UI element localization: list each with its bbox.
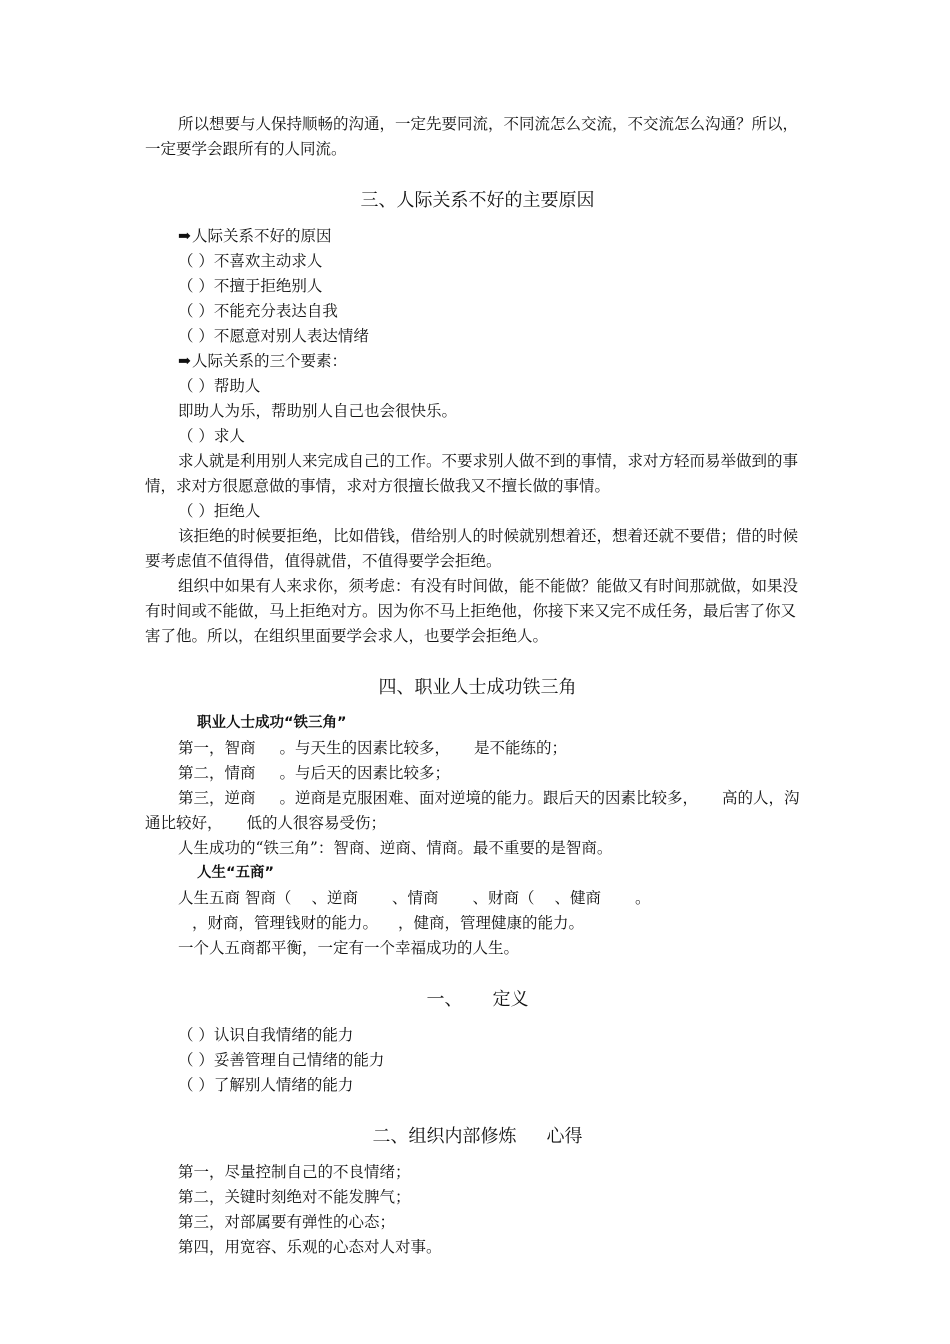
heading-section-4: 四、职业人士成功铁三角 [378, 677, 577, 698]
five-list: 人生五商 智商（ 、逆商 、情商 、财商（ 、健商 。 [178, 889, 651, 907]
triangle-item-1: 第一，智商 。与天生的因素比较多， 是不能练的； [178, 739, 568, 757]
document-page [145, 112, 810, 1260]
five-title: 人生“五商” [197, 865, 275, 881]
refuse-text-1: 该拒绝的时候要拒绝，比如借钱，借给别人的时候就别想着还，想着还就不要借；借的时候要考虑值不值得借，值得就借，不值得要学会拒绝。 [145, 527, 799, 570]
paragraph-intro: 所以想要与人保持顺畅的沟通，一定先要同流，不同流怎么交流，不交流怎么沟通？所以，一定要学会跟所有的人同流。 [145, 115, 799, 158]
refuse-text-2: 组织中如果有人来求你，须考虑：有没有时间做，能不能做？能做又有时间那就做，如果没有时间或不能做，马上拒绝对方。因为你不马上拒绝他，你接下来又完不成任务，最后害了你又害了他。所以，在组织里面要学会求人，也要学会拒绝人。 [145, 577, 799, 645]
heading-practice: 二、组织内部修炼 心得 [372, 1126, 583, 1147]
tip-item: 第四，用宽容、乐观的心态对人对事。 [178, 1238, 442, 1256]
help-title: （ ）帮助人 [178, 377, 261, 395]
arrow-icon: ➡ [178, 352, 191, 370]
definition-item: （ ）妥善管理自己情绪的能力 [178, 1051, 385, 1069]
heading-definition: 一、 定义 [426, 989, 529, 1010]
triangle-item-3: 第三，逆商 。逆商是克服困难、面对逆境的能力。跟后天的因素比较多， 高的人，沟通比较好， 低的人很容易受伤； [145, 789, 800, 832]
five-notes: ，财商，管理钱财的能力。 ，健商，管理健康的能力。 [192, 914, 585, 932]
triangle-item-2: 第二，情商 。与后天的因素比较多； [178, 764, 451, 782]
triangle-title: 职业人士成功“铁三角” [197, 715, 347, 731]
elements-title: ➡人际关系的三个要素： [145, 349, 810, 374]
triangle-summary: 人生成功的“铁三角”：智商、逆商、情商。最不重要的是智商。 [178, 839, 613, 857]
reason-item: （ ）不喜欢主动求人 [178, 252, 323, 270]
ask-text: 求人就是利用别人来完成自己的工作。不要求别人做不到的事情，求对方轻而易举做到的事情，求对方很愿意做的事情，求对方很擅长做我又不擅长做的事情。 [145, 452, 799, 495]
tip-item: 第一，尽量控制自己的不良情绪； [178, 1163, 411, 1181]
definition-item: （ ）了解别人情绪的能力 [178, 1076, 354, 1094]
reason-item: （ ）不愿意对别人表达情绪 [178, 327, 369, 345]
help-text: 即助人为乐，帮助别人自己也会很快乐。 [178, 402, 458, 420]
tip-item: 第三，对部属要有弹性的心态； [178, 1213, 396, 1231]
definition-item: （ ）认识自我情绪的能力 [178, 1026, 354, 1044]
reasons-title: ➡人际关系不好的原因 [145, 224, 810, 249]
reason-item: （ ）不擅于拒绝别人 [178, 277, 323, 295]
arrow-icon: ➡ [178, 227, 191, 245]
five-summary: 一个人五商都平衡，一定有一个幸福成功的人生。 [178, 939, 520, 957]
refuse-title: （ ）拒绝人 [178, 502, 261, 520]
reason-item: （ ）不能充分表达自我 [178, 302, 338, 320]
ask-title: （ ）求人 [178, 427, 245, 445]
heading-section-3: 三、人际关系不好的主要原因 [360, 190, 595, 211]
tip-item: 第二，关键时刻绝对不能发脾气； [178, 1188, 411, 1206]
